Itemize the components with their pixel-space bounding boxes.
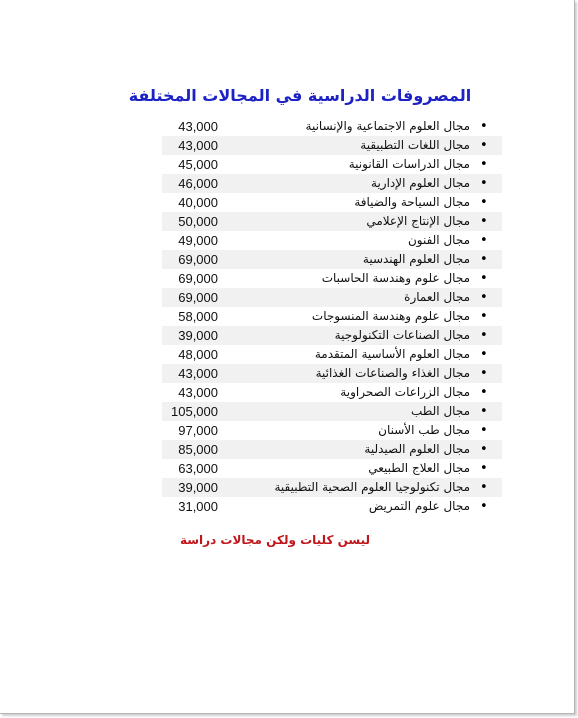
field-label: مجال العلوم الإدارية bbox=[371, 176, 470, 190]
fee-amount: 63,000 bbox=[178, 461, 218, 476]
fee-amount: 48,000 bbox=[178, 347, 218, 362]
fee-amount: 105,000 bbox=[171, 404, 218, 419]
footnote: ليسن كليات ولكن مجالات دراسة bbox=[179, 533, 371, 547]
list-item bbox=[162, 231, 502, 250]
list-item bbox=[162, 155, 502, 174]
bullet-icon: • bbox=[480, 404, 488, 419]
fee-amount: 43,000 bbox=[178, 385, 218, 400]
list-item bbox=[162, 345, 502, 364]
field-label: مجال العلوم الأساسية المتقدمة bbox=[314, 347, 470, 361]
list-item bbox=[162, 497, 502, 516]
list-item bbox=[162, 440, 502, 459]
field-label: مجال السياحة والضيافة bbox=[354, 195, 470, 209]
field-label: مجال علوم وهندسة الحاسبات bbox=[321, 271, 470, 285]
bullet-icon: • bbox=[480, 119, 488, 134]
field-label: مجال الصناعات التكنولوجية bbox=[334, 328, 470, 342]
list-item bbox=[162, 193, 502, 212]
bullet-icon: • bbox=[480, 480, 488, 495]
bullet-icon: • bbox=[480, 499, 488, 514]
field-label: مجال الفنون bbox=[407, 233, 470, 247]
bullet-icon: • bbox=[480, 233, 488, 248]
fee-amount: 58,000 bbox=[178, 309, 218, 324]
list-item bbox=[162, 117, 502, 136]
list-item bbox=[162, 364, 502, 383]
field-label: مجال الزراعات الصحراوية bbox=[340, 385, 470, 399]
bullet-icon: • bbox=[480, 347, 488, 362]
list-item bbox=[162, 459, 502, 478]
bullet-icon: • bbox=[480, 442, 488, 457]
field-label: مجال تكنولوجيا العلوم الصحية التطبيقية bbox=[274, 480, 470, 494]
field-label: مجال الدراسات القانونية bbox=[348, 157, 470, 171]
field-label: مجال طب الأسنان bbox=[378, 423, 470, 437]
list-item bbox=[162, 269, 502, 288]
field-label: مجال الغذاء والصناعات الغذائية bbox=[315, 366, 470, 380]
document-title: المصروفات الدراسية في المجالات المختلفة bbox=[128, 86, 472, 105]
fee-amount: 39,000 bbox=[178, 480, 218, 495]
bullet-icon: • bbox=[480, 309, 488, 324]
bullet-icon: • bbox=[480, 176, 488, 191]
field-label: مجال العلاج الطبيعي bbox=[368, 461, 470, 475]
field-label: مجال العمارة bbox=[404, 290, 470, 304]
bullet-icon: • bbox=[480, 423, 488, 438]
list-item bbox=[162, 250, 502, 269]
fee-amount: 97,000 bbox=[178, 423, 218, 438]
field-label: مجال العلوم الصيدلية bbox=[364, 442, 470, 456]
field-label: مجال العلوم الهندسية bbox=[362, 252, 470, 266]
fee-amount: 39,000 bbox=[178, 328, 218, 343]
list-item bbox=[162, 212, 502, 231]
bullet-icon: • bbox=[480, 271, 488, 286]
field-label: مجال اللغات التطبيقية bbox=[360, 138, 470, 152]
list-item bbox=[162, 421, 502, 440]
bullet-icon: • bbox=[480, 328, 488, 343]
bullet-icon: • bbox=[480, 290, 488, 305]
bullet-icon: • bbox=[480, 366, 488, 381]
field-label: مجال الطب bbox=[411, 404, 470, 418]
fees-list bbox=[162, 117, 502, 516]
bullet-icon: • bbox=[480, 385, 488, 400]
field-label: مجال علوم التمريض bbox=[368, 499, 470, 513]
bullet-icon: • bbox=[480, 461, 488, 476]
fee-amount: 43,000 bbox=[178, 138, 218, 153]
fee-amount: 49,000 bbox=[178, 233, 218, 248]
bullet-icon: • bbox=[480, 214, 488, 229]
fee-amount: 85,000 bbox=[178, 442, 218, 457]
list-item bbox=[162, 383, 502, 402]
fee-amount: 69,000 bbox=[178, 271, 218, 286]
list-item bbox=[162, 174, 502, 193]
fee-amount: 40,000 bbox=[178, 195, 218, 210]
fee-amount: 43,000 bbox=[178, 366, 218, 381]
field-label: مجال العلوم الاجتماعية والإنسانية bbox=[305, 119, 470, 133]
bullet-icon: • bbox=[480, 252, 488, 267]
list-item bbox=[162, 402, 502, 421]
fee-amount: 43,000 bbox=[178, 119, 218, 134]
list-item bbox=[162, 136, 502, 155]
list-item bbox=[162, 326, 502, 345]
list-item bbox=[162, 307, 502, 326]
bullet-icon: • bbox=[480, 138, 488, 153]
field-label: مجال علوم وهندسة المنسوجات bbox=[311, 309, 470, 323]
fee-amount: 45,000 bbox=[178, 157, 218, 172]
list-item bbox=[162, 288, 502, 307]
bullet-icon: • bbox=[480, 195, 488, 210]
list-item bbox=[162, 478, 502, 497]
fee-amount: 46,000 bbox=[178, 176, 218, 191]
field-label: مجال الإنتاج الإعلامي bbox=[366, 214, 470, 228]
bullet-icon: • bbox=[480, 157, 488, 172]
fee-amount: 69,000 bbox=[178, 252, 218, 267]
fee-amount: 69,000 bbox=[178, 290, 218, 305]
fee-amount: 50,000 bbox=[178, 214, 218, 229]
fee-amount: 31,000 bbox=[178, 499, 218, 514]
